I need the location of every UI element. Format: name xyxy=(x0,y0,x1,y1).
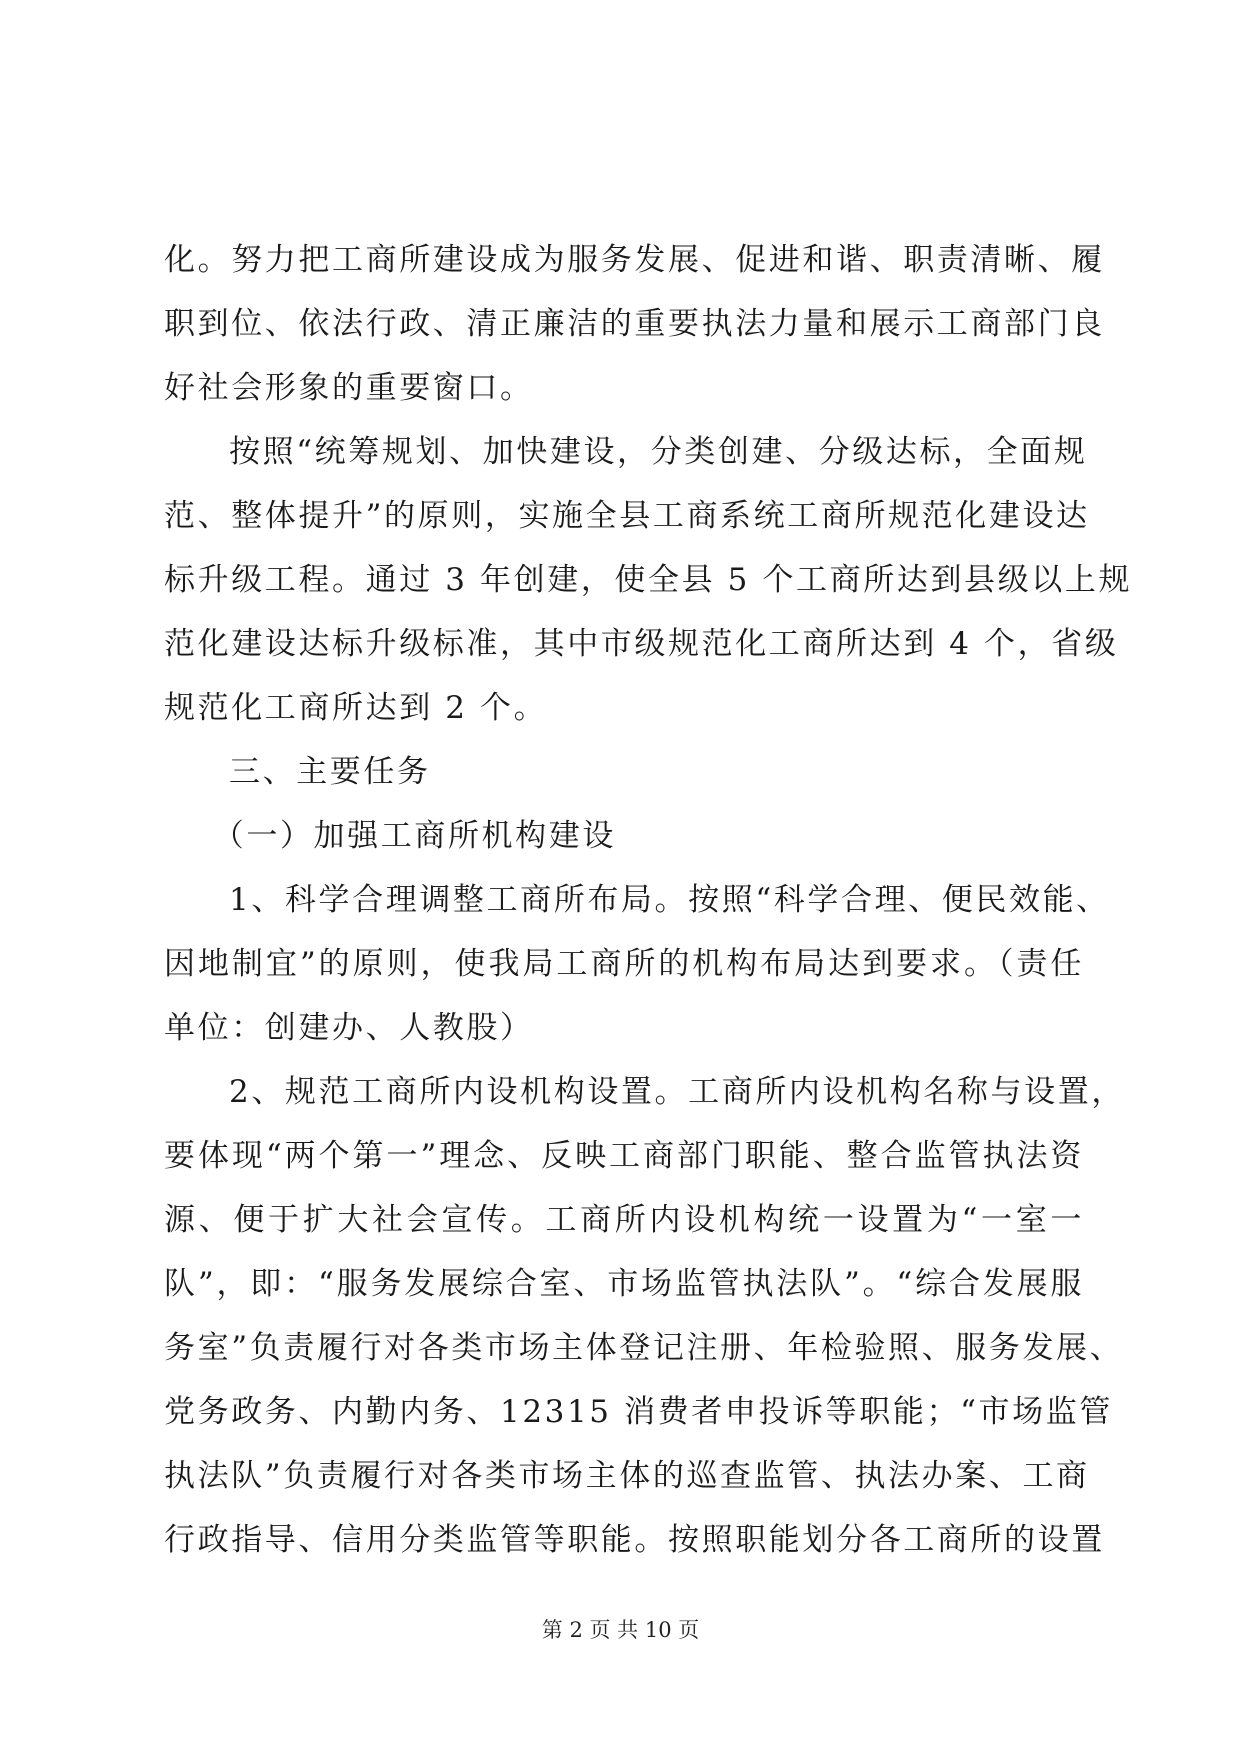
text-line: 范化建设达标升级标准，其中市级规范化工商所达到 4 个，省级 xyxy=(164,626,1119,662)
text-line: 单位：创建办、人教股） xyxy=(164,1010,534,1046)
text-line: 行政指导、信用分类监管等职能。按照职能划分各工商所的设置 xyxy=(164,1522,1105,1558)
text-line: 1、科学合理调整工商所布局。按照“科学合理、便民效能、 xyxy=(229,882,1110,918)
text-line: 按照“统筹规划、加快建设，分类创建、分级达标，全面规 xyxy=(229,434,1088,470)
text-line: 化。努力把工商所建设成为服务发展、促进和谐、职责清晰、履 xyxy=(164,242,1105,278)
text-line: （一）加强工商所机构建设 xyxy=(212,818,616,854)
text-line: 因地制宜”的原则，使我局工商所的机构布局达到要求。（责任 xyxy=(164,946,1084,982)
text-line: 标升级工程。通过 3 年创建，使全县 5 个工商所达到县级以上规 xyxy=(164,562,1133,598)
text-line: 三、主要任务 xyxy=(229,754,431,790)
text-line: 要体现“两个第一”理念、反映工商部门职能、整合监管执法资 xyxy=(164,1138,1084,1174)
document-body xyxy=(164,228,1133,1572)
page-footer: 第 2 页 共 10 页 xyxy=(541,1618,700,1642)
text-line: 务室”负责履行对各类市场主体登记注册、年检验照、服务发展、 xyxy=(164,1330,1124,1366)
text-line: 源、便于扩大社会宣传。工商所内设机构统一设置为“一室一 xyxy=(164,1202,1084,1238)
text-line: 执法队”负责履行对各类市场主体的巡查监管、执法办案、工商 xyxy=(164,1458,1090,1494)
text-line: 好社会形象的重要窗口。 xyxy=(164,370,534,406)
text-line: 职到位、依法行政、清正廉洁的重要执法力量和展示工商部门良 xyxy=(164,306,1105,342)
text-line: 党务政务、内勤内务、12315 消费者申投诉等职能；“市场监管 xyxy=(164,1394,1113,1430)
text-line: 规范化工商所达到 2 个。 xyxy=(164,690,548,726)
text-line: 范、整体提升”的原则，实施全县工商系统工商所规范化建设达 xyxy=(164,498,1090,534)
text-line: 队”，即：“服务发展综合室、市场监管执法队”。“综合发展服 xyxy=(164,1266,1084,1302)
text-line: 2、规范工商所内设机构设置。工商所内设机构名称与设置， xyxy=(229,1074,1125,1110)
